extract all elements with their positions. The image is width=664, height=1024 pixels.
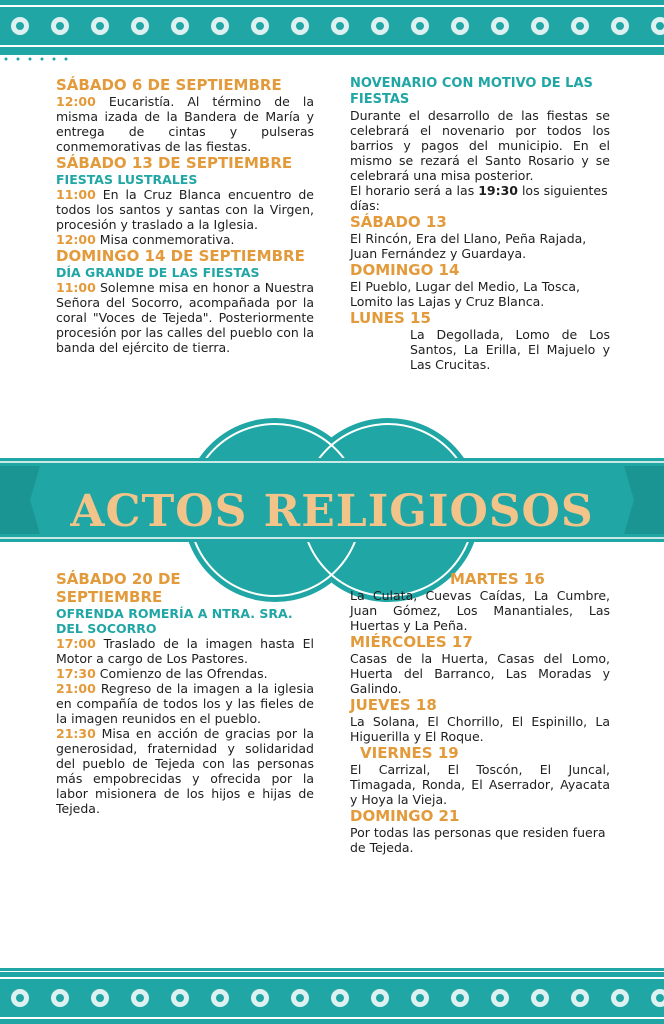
event-time: 17:00 [56, 636, 96, 651]
event-item [56, 726, 314, 816]
event-text: Comienzo de las Ofrendas. [95, 666, 268, 681]
bottom-ornamental-border [0, 962, 664, 1024]
event-time: 17:30 [56, 666, 96, 681]
event-item [56, 187, 314, 232]
day-heading: MIÉRCOLES 17 [350, 633, 473, 651]
event-item [56, 280, 314, 355]
section-heading: DOMINGO 14 DE SEPTIEMBRE [56, 247, 305, 265]
day-heading: SÁBADO 13 [350, 213, 447, 231]
section-heading: SÁBADO 6 DE SEPTIEMBRE [56, 76, 282, 94]
section-heading: SÁBADO 20 DE SEPTIEMBRE [56, 570, 181, 606]
event-text: Regreso de la imagen a la iglesia en compañía de todos los y las fieles de la imagen reunidos en el pueblo. [56, 681, 314, 726]
schedule-text: los siguientes días: [350, 183, 608, 213]
day-places: La Culata, Cuevas Caídas, La Cumbre, Juan Gómez, Los Manantiales, Las Huertas y La Peña. [350, 588, 610, 633]
day-heading: JUEVES 18 [350, 696, 437, 714]
day-places: La Solana, El Chorrillo, El Espinillo, La Higuerilla y El Roque. [350, 714, 610, 744]
day-heading: MARTES 16 [450, 570, 545, 588]
event-time: 11:00 [56, 280, 96, 295]
day-heading: DOMINGO 21 [350, 807, 460, 825]
day-places: La Degollada, Lomo de Los Santos, La Erilla, El Majuelo y Las Crucitas. [410, 327, 610, 372]
schedule-text: El horario será a las [350, 183, 479, 198]
event-item [56, 232, 314, 247]
event-text: Misa en acción de gracias por la generosidad, fraternidad y solidaridad del pueblo de Tejeda con las personas más empobrecidas y ofrecida por la labor misionera de los hijos e hijas de Tejeda. [56, 726, 314, 816]
event-item [56, 666, 314, 681]
section-subheading: FIESTAS LUSTRALES [56, 172, 198, 187]
left-column-top [56, 76, 314, 355]
day-places: Por todas las personas que residen fuera de Tejeda. [350, 825, 606, 855]
day-heading: VIERNES 19 [360, 744, 459, 762]
event-text: Misa conmemorativa. [95, 232, 235, 247]
day-places: El Carrizal, El Toscón, El Juncal, Timagada, Ronda, El Aserrador, Ayacata y Hoya la Vieja. [350, 762, 610, 807]
event-item [56, 681, 314, 726]
event-item [56, 636, 314, 666]
right-column-top [350, 76, 610, 372]
left-column-bottom [56, 570, 314, 816]
section-subheading: DÍA GRANDE DE LAS FIESTAS [56, 265, 260, 280]
event-text: Eucaristía. Al término de la misma izada de la Bandera de María y entrega de cintas y pulseras conmemorativas de las fiestas. [56, 94, 314, 154]
section-subheading: OFRENDA ROMERÍA A NTRA. SRA. DEL SOCORRO [56, 606, 293, 636]
day-heading: LUNES 15 [350, 309, 431, 327]
section-heading: SÁBADO 13 DE SEPTIEMBRE [56, 154, 293, 172]
event-text: Solemne misa en honor a Nuestra Señora del Socorro, acompañada por la coral "Voces de Tejeda". Posteriormente procesión por las calles del pueblo con la banda del ejército de tierra. [56, 280, 314, 355]
event-item [56, 94, 314, 154]
day-places: El Pueblo, Lugar del Medio, La Tosca, Lomito las Lajas y Cruz Blanca. [350, 279, 580, 309]
right-column-bottom [350, 570, 610, 855]
event-time: 12:00 [56, 94, 96, 109]
event-time: 21:00 [56, 681, 96, 696]
event-time: 21:30 [56, 726, 96, 741]
novenario-intro: Durante el desarrollo de las fiestas se celebrará el novenario por todos los barrios y pagos del municipio. En el mismo se rezará el Santo Rosario y se celebrará una misa posterior. [350, 108, 610, 183]
schedule-time: 19:30 [478, 183, 518, 198]
top-ornamental-border [0, 0, 664, 62]
day-places: Casas de la Huerta, Casas del Lomo, Huerta del Barranco, Las Moradas y Galindo. [350, 651, 610, 696]
event-text: En la Cruz Blanca encuentro de todos los santos y santas con la Virgen, procesión y traslado a la Iglesia. [56, 187, 314, 232]
novenario-schedule [350, 183, 610, 213]
day-heading: DOMINGO 14 [350, 261, 460, 279]
event-text: Traslado de la imagen hasta El Motor a cargo de Los Pastores. [56, 636, 314, 666]
page-title: ACTOS RELIGIOSOS [70, 486, 594, 537]
event-time: 11:00 [56, 187, 96, 202]
day-places: El Rincón, Era del Llano, Peña Rajada, Juan Fernández y Guardaya. [350, 231, 587, 261]
event-time: 12:00 [56, 232, 96, 247]
section-heading: NOVENARIO CON MOTIVO DE LAS FIESTAS [350, 76, 593, 107]
